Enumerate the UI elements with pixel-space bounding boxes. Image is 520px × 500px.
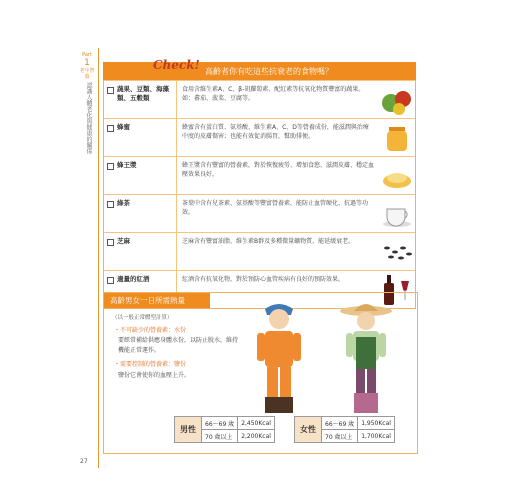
checkbox[interactable] bbox=[107, 201, 114, 208]
page-number: 27 bbox=[80, 458, 88, 465]
checkbox[interactable] bbox=[107, 87, 114, 94]
calorie-subtitle: （以一般正常體型計算） bbox=[112, 315, 173, 321]
food-desc: 蜂蜜含有蛋白質、氨基酸、維生素A、C、D等營養成份，能滋潤與治療中度的皮膚傷害；也能有效促消腸胃，幫助排便。 bbox=[176, 119, 379, 156]
age-cell: 70 歲以上 bbox=[322, 430, 358, 443]
food-row bbox=[104, 194, 415, 232]
kcal-cell: 2,200Kcal bbox=[238, 430, 275, 443]
honey-jar-icon bbox=[379, 119, 415, 156]
check-panel bbox=[103, 58, 416, 309]
food-name: 適量的紅酒 bbox=[117, 275, 150, 283]
checkbox[interactable] bbox=[107, 277, 114, 284]
sesame-icon bbox=[379, 233, 415, 270]
checkbox[interactable] bbox=[107, 125, 114, 132]
nutrient-water-heading: ・不可缺少的營養素：水份 bbox=[114, 327, 187, 334]
food-name: 蔬果、豆類、海藻類、五穀類 bbox=[117, 85, 169, 102]
female-label: 女性 bbox=[295, 417, 322, 443]
food-name: 芝麻 bbox=[117, 237, 130, 245]
food-desc: 食用含維生素A、C、β-胡蘿蔔素、配紅素等抗氧化物質豐富的蔬果。如：蕃茄、菠菜、豆腐等。 bbox=[176, 81, 379, 118]
food-desc: 芝麻含有豐富油脂、維生素B群及多種微量礦物質，能延緩衰老。 bbox=[176, 233, 379, 270]
nutrient-salt-text: 鹽份它會使你的血壓上升。 bbox=[118, 372, 191, 379]
checkbox[interactable] bbox=[107, 239, 114, 246]
calorie-panel bbox=[103, 292, 418, 454]
food-desc: 蜂王漿含有豐富的營養素，對於恢復疲勞、增加食慾、滋潤皮膚、穩定血壓效果良好。 bbox=[176, 157, 379, 194]
male-label: 男性 bbox=[175, 417, 202, 443]
check-logo: Check! bbox=[153, 58, 200, 72]
vegetables-icon bbox=[379, 81, 415, 118]
elderly-man-illustration bbox=[249, 297, 309, 419]
checkbox[interactable] bbox=[107, 163, 114, 170]
age-cell: 66～69 歲 bbox=[202, 417, 238, 430]
part-number: 1 bbox=[84, 58, 90, 68]
food-name: 綠茶 bbox=[117, 199, 130, 207]
kcal-cell: 1,700Kcal bbox=[358, 430, 395, 443]
kcal-cell: 1,950Kcal bbox=[358, 417, 395, 430]
male-calorie-table bbox=[174, 416, 275, 443]
food-row bbox=[104, 232, 415, 270]
part-subtitle: 老年營養 bbox=[79, 68, 95, 80]
age-cell: 70 歲以上 bbox=[202, 430, 238, 443]
food-row bbox=[104, 80, 415, 118]
food-name: 蜂蜜 bbox=[117, 123, 130, 131]
food-row bbox=[104, 156, 415, 194]
food-row bbox=[104, 118, 415, 156]
food-desc: 紅酒含有抗氧化物，對於預防心血管疾病有良好的預防效果。 bbox=[176, 271, 379, 308]
check-title: 高齡者你有吃這些抗衰老的食物嗎？ bbox=[205, 67, 333, 76]
food-desc: 茶葉中含有兒茶素、氨基酸等豐富營養素，能防止血管硬化、抗過等功效。 bbox=[176, 195, 379, 232]
tea-cup-icon bbox=[379, 195, 415, 232]
food-list bbox=[103, 80, 416, 309]
nutrient-salt-heading: ・需要控制的營養素：鹽份 bbox=[114, 361, 187, 368]
kcal-cell: 2,450Kcal bbox=[238, 417, 275, 430]
female-calorie-table bbox=[294, 416, 395, 443]
part-label bbox=[78, 52, 96, 80]
calorie-title: 高齡男女一日所需熱量 bbox=[104, 293, 210, 308]
nutrient-water-text: 要經常補給供應身體水份，以防止脫水，維持機能正常運作。 bbox=[118, 337, 239, 354]
food-name: 蜂王漿 bbox=[117, 161, 137, 169]
sidebar-vertical-title: 認識人體老化與健康的關係 bbox=[85, 82, 92, 154]
check-header bbox=[103, 58, 416, 80]
royal-jelly-icon bbox=[379, 157, 415, 194]
part-text: Part bbox=[82, 52, 92, 58]
age-cell: 66～69 歲 bbox=[322, 417, 358, 430]
elderly-woman-illustration bbox=[336, 297, 396, 419]
